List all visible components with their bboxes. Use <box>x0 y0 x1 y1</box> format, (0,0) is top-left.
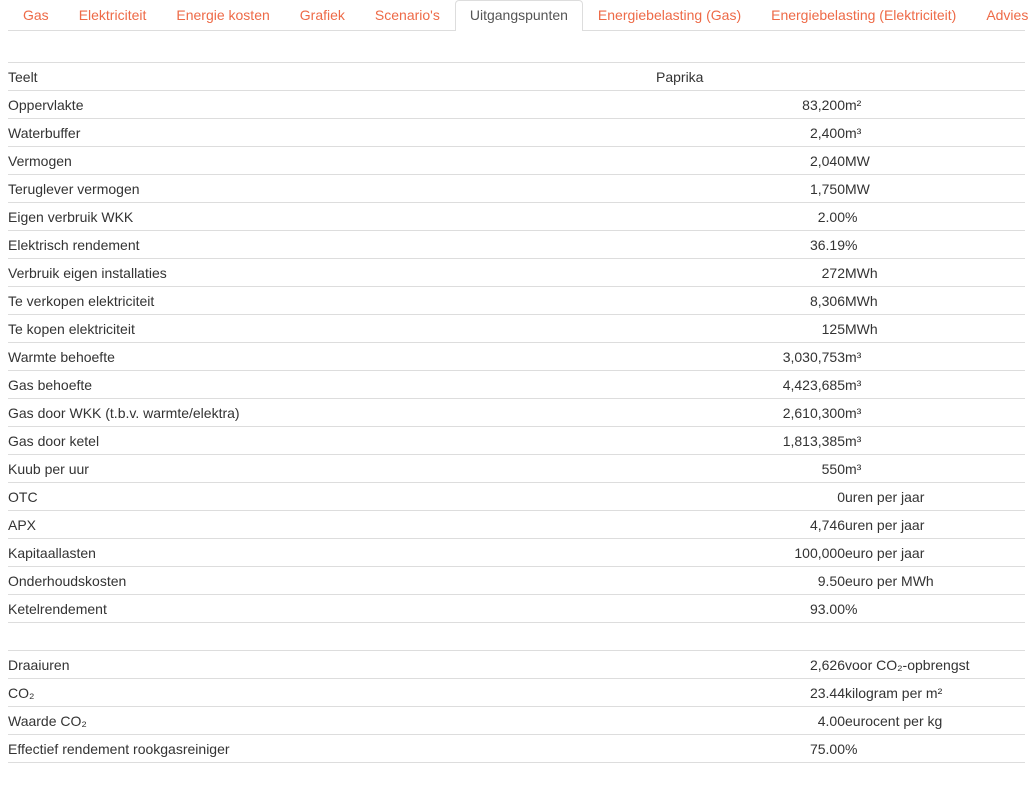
row-label: Warmte behoefte <box>8 343 648 371</box>
table-row <box>8 567 1025 595</box>
row-unit: m² <box>845 91 1025 119</box>
row-unit: MW <box>845 175 1025 203</box>
row-value: 1,750 <box>648 175 845 203</box>
uitgangspunten-table <box>8 62 1025 763</box>
row-value: 36.19 <box>648 231 845 259</box>
tab-uitgangspunten[interactable]: Uitgangspunten <box>455 0 583 30</box>
table-row <box>8 735 1025 763</box>
row-unit: voor CO₂-opbrengst <box>845 651 1025 679</box>
row-label: Eigen verbruik WKK <box>8 203 648 231</box>
table-row <box>8 203 1025 231</box>
row-value: 550 <box>648 455 845 483</box>
row-label: Te kopen elektriciteit <box>8 315 648 343</box>
table-row <box>8 651 1025 679</box>
row-value: 75.00 <box>648 735 845 763</box>
row-label: Gas behoefte <box>8 371 648 399</box>
row-label: Kuub per uur <box>8 455 648 483</box>
table-row <box>8 511 1025 539</box>
tab-energiebelasting-gas[interactable]: Energiebelasting (Gas) <box>597 7 742 23</box>
tab-gas[interactable]: Gas <box>23 7 49 23</box>
table-row <box>8 343 1025 371</box>
table-row <box>8 679 1025 707</box>
table-row <box>8 595 1025 623</box>
table-row <box>8 371 1025 399</box>
row-label: Te verkopen elektriciteit <box>8 287 648 315</box>
tab-energie-kosten[interactable]: Energie kosten <box>176 7 270 23</box>
row-label: Teruglever vermogen <box>8 175 648 203</box>
row-value: 83,200 <box>648 91 845 119</box>
table-row <box>8 455 1025 483</box>
tab-bar <box>8 0 1029 31</box>
row-value: 4.00 <box>648 707 845 735</box>
row-label: Gas door ketel <box>8 427 648 455</box>
table-row <box>8 147 1025 175</box>
row-unit: uren per jaar <box>845 511 1025 539</box>
row-label: Oppervlakte <box>8 91 648 119</box>
row-unit: eurocent per kg <box>845 707 1025 735</box>
table-row <box>8 399 1025 427</box>
row-label: OTC <box>8 483 648 511</box>
row-value: 2,626 <box>648 651 845 679</box>
row-label: CO₂ <box>8 679 648 707</box>
row-label: Onderhoudskosten <box>8 567 648 595</box>
row-label: Elektrisch rendement <box>8 231 648 259</box>
row-value: 4,423,685 <box>648 371 845 399</box>
tab-advies[interactable]: Advies <box>986 7 1029 23</box>
row-label: Gas door WKK (t.b.v. warmte/elektra) <box>8 399 648 427</box>
row-value: 2,040 <box>648 147 845 175</box>
table-row <box>8 259 1025 287</box>
row-value: 9.50 <box>648 567 845 595</box>
row-unit: % <box>845 203 1025 231</box>
row-value: 4,746 <box>648 511 845 539</box>
row-unit <box>845 63 1025 91</box>
row-unit: % <box>845 595 1025 623</box>
row-unit: % <box>845 735 1025 763</box>
row-unit: uren per jaar <box>845 483 1025 511</box>
table-row <box>8 427 1025 455</box>
row-unit: MWh <box>845 259 1025 287</box>
tab-elektriciteit[interactable]: Elektriciteit <box>78 7 147 23</box>
row-value: 1,813,385 <box>648 427 845 455</box>
tab-grafiek[interactable]: Grafiek <box>299 7 345 23</box>
row-unit: kilogram per m² <box>845 679 1025 707</box>
table-row <box>8 119 1025 147</box>
row-label: Waarde CO₂ <box>8 707 648 735</box>
table-row <box>8 231 1025 259</box>
spacer-row <box>8 623 1025 651</box>
tab-energiebelasting-elektriciteit[interactable]: Energiebelasting (Elektriciteit) <box>771 7 957 23</box>
row-value: 0 <box>648 483 845 511</box>
row-value: 93.00 <box>648 595 845 623</box>
row-unit: MWh <box>845 315 1025 343</box>
row-value <box>648 623 845 651</box>
row-value: 23.44 <box>648 679 845 707</box>
row-unit: euro per jaar <box>845 539 1025 567</box>
row-label: Waterbuffer <box>8 119 648 147</box>
row-value: 2,610,300 <box>648 399 845 427</box>
row-label: APX <box>8 511 648 539</box>
table-row <box>8 63 1025 91</box>
row-unit: m³ <box>845 371 1025 399</box>
row-unit: m³ <box>845 399 1025 427</box>
table-row <box>8 287 1025 315</box>
row-unit: m³ <box>845 427 1025 455</box>
table-row <box>8 315 1025 343</box>
table-row <box>8 707 1025 735</box>
row-unit: MWh <box>845 287 1025 315</box>
row-unit: MW <box>845 147 1025 175</box>
row-label: Kapitaallasten <box>8 539 648 567</box>
row-label: Verbruik eigen installaties <box>8 259 648 287</box>
row-label: Teelt <box>8 63 648 91</box>
table-row <box>8 539 1025 567</box>
row-label: Draaiuren <box>8 651 648 679</box>
row-unit: m³ <box>845 343 1025 371</box>
row-label <box>8 623 648 651</box>
row-label: Effectief rendement rookgasreiniger <box>8 735 648 763</box>
row-unit: euro per MWh <box>845 567 1025 595</box>
row-value: 272 <box>648 259 845 287</box>
table-row <box>8 483 1025 511</box>
row-value: 125 <box>648 315 845 343</box>
row-label: Ketelrendement <box>8 595 648 623</box>
row-value: 100,000 <box>648 539 845 567</box>
table-row <box>8 91 1025 119</box>
row-value: Paprika <box>648 63 845 91</box>
table-row <box>8 175 1025 203</box>
row-unit: % <box>845 231 1025 259</box>
row-value: 2,400 <box>648 119 845 147</box>
row-unit <box>845 623 1025 651</box>
row-value: 8,306 <box>648 287 845 315</box>
row-value: 2.00 <box>648 203 845 231</box>
row-unit: m³ <box>845 455 1025 483</box>
tab-scenario-s[interactable]: Scenario's <box>374 7 440 23</box>
row-value: 3,030,753 <box>648 343 845 371</box>
row-unit: m³ <box>845 119 1025 147</box>
row-label: Vermogen <box>8 147 648 175</box>
